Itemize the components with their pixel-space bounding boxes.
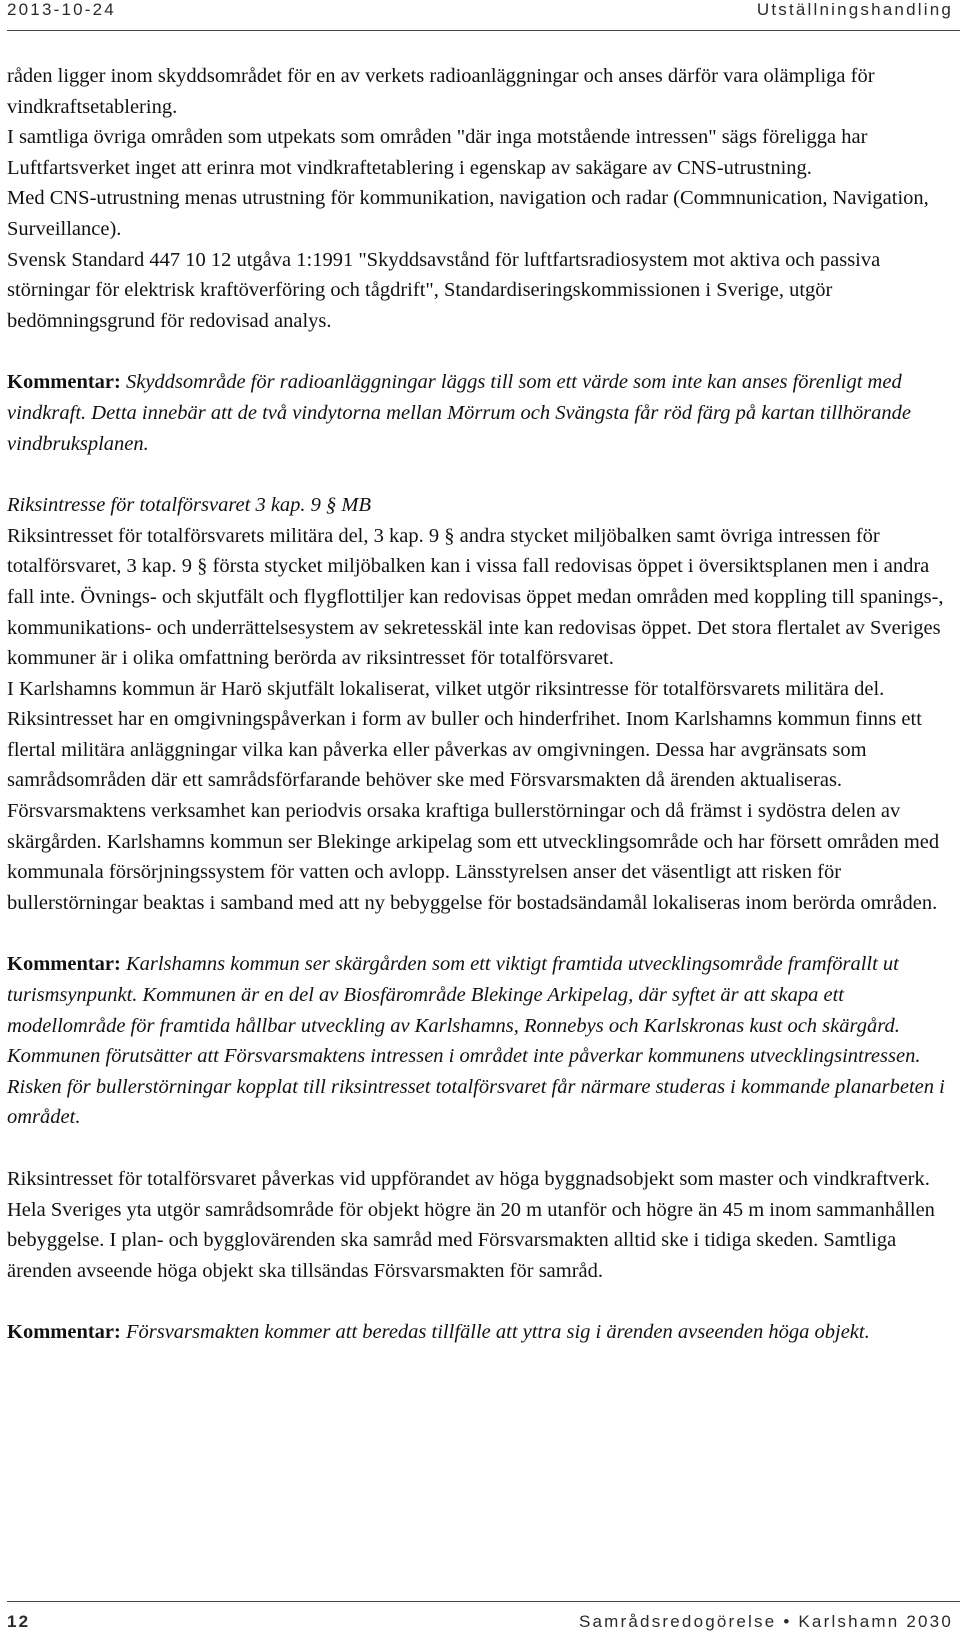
footer-document-title: Samrådsredogörelse • Karlshamn 2030	[578, 1612, 953, 1631]
header-title: Utställningshandling	[756, 0, 953, 19]
comment-radio	[7, 367, 955, 459]
spacer	[7, 1286, 955, 1317]
paragraph-high-objects: Riksintresset för totalförsvaret påverkas vid uppförandet av höga byggnadsobjekt som master och vindkraftverk. Hela Sveriges yta utgör samrådsområde för objekt högre än 20 m utanför och högre än 45 m inom sammanhållen bebyggelse. I plan- och bygglovärenden ska samråd med Försvarsmakten alltid ske i tidiga skeden. Samtliga ärenden avseende höga objekt ska tillsändas Försvarsmakten för samråd.	[7, 1168, 935, 1282]
paragraph-other-areas: I samtliga övriga områden som utpekats som områden "där inga motstående intressen" sägs föreligga har Luftfartsverket inget att erinra mot vindkraftetablering i egenskap av sakägare av CNS-utrustning.	[7, 126, 868, 179]
comment-text: Karlshamns kommun ser skärgården som ett viktigt framtida utvecklingsområde framförallt ut turismsynpunkt. Kommunen är en del av Biosfärområde Blekinge Arkipelag, där syftet är att skapa ett modellområde för framtida hållbar utveckling av Karlshamns, Ronnebys och Karlskronas kust och skärgård. Kommunen förutsätter att Försvarsmaktens intressen i området inte påverkar kommunens utvecklingsintressen. Risken för bullerstörningar kopplat till riksintresset totalförsvaret får närmare studeras i kommande planarbeten i området.	[7, 953, 945, 1129]
header-date: 2013-10-24	[7, 0, 116, 19]
document-body	[7, 61, 955, 1348]
page-header	[7, 0, 960, 22]
comment-label: Kommentar:	[7, 1321, 121, 1344]
comment-label: Kommentar:	[7, 371, 121, 394]
paragraph-cns-definition: Med CNS-utrustning menas utrustning för kommunikation, navigation och radar (Commnunication, Navigation, Surveillance).	[7, 187, 929, 240]
page-number: 12	[7, 1612, 31, 1631]
footer-divider	[7, 1601, 960, 1602]
comment-high-objects	[7, 1317, 955, 1348]
comment-text: Skyddsområde för radioanläggningar läggs till som ett värde som inte kan anses förenligt med vindkraft. Detta innebär att de två vindytorna mellan Mörrum och Svängsta får röd färg på kartan tillhörande vindbruksplanen.	[7, 371, 912, 455]
comment-text: Försvarsmakten kommer att beredas tillfälle att yttra sig i ärenden avseenden höga objekt.	[125, 1321, 870, 1344]
paragraph-svensk-standard: Svensk Standard 447 10 12 utgåva 1:1991 "Skyddsavstånd för luftfartsradiosystem mot aktiva och passiva störningar för elektrisk kraftöverföring och tågdrift", Standardiseringskommissionen i Sverige, utgör bedömningsgrund för redovisad analys.	[7, 248, 881, 332]
spacer	[7, 1133, 955, 1164]
paragraph-karlshamn-haro: I Karlshamns kommun är Harö skjutfält lokaliserat, vilket utgör riksintresse för totalförsvarets militära del. Riksintresset har en omgivningspåverkan i form av buller och hinderfrihet. Inom Karlshamns kommun finns ett flertal militära anläggningar vilka kan påverka eller påverkas av omgivningen. Dessa har avgränsats som samrådsområden där ett samrådsförfarande behöver ske med Försvarsmakten då ärenden aktualiseras. Försvarsmaktens verksamhet kan periodvis orsaka kraftiga bullerstörningar och då främst i sydöstra delen av skärgården. Karlshamns kommun ser Blekinge arkipelag som ett utvecklingsområde och har försett områden med kommunala försörjningssystem för vatten och avlopp. Länsstyrelsen anser det väsentligt att risken för bullerstörningar beaktas i samband med att ny bebyggelse för bostadsändamål lokaliseras inom berörda områden.	[7, 677, 940, 914]
spacer	[7, 459, 955, 490]
comment-skargard	[7, 949, 955, 1133]
paragraph-radio-area: råden ligger inom skyddsområdet för en av verkets radioanläggningar och anses därför vara olämpliga för vindkraftsetablering.	[7, 65, 875, 118]
paragraph-riksintresse-military: Riksintresset för totalförsvarets militära del, 3 kap. 9 § andra stycket miljöbalken samt övriga intressen för totalförsvaret, 3 kap. 9 § första stycket miljöbalken kan i vissa fall redovisas öppet i översiktsplanen men i andra fall inte. Övnings- och skjutfält och flygflottiljer kan redovisas öppet medan områden med koppling till spanings-, kommunikations- och underrättelsesystem av sekretesskäl inte kan redovisas öppet. Det stora flertalet av Sveriges kommuner är i olika omfattning berörda av riksintresset för totalförsvaret.	[7, 524, 944, 670]
header-divider	[7, 30, 960, 31]
spacer	[7, 336, 955, 367]
section-heading-totalforsvar: Riksintresse för totalförsvaret 3 kap. 9 § MB	[7, 494, 372, 517]
comment-label: Kommentar:	[7, 953, 121, 976]
spacer	[7, 918, 955, 949]
